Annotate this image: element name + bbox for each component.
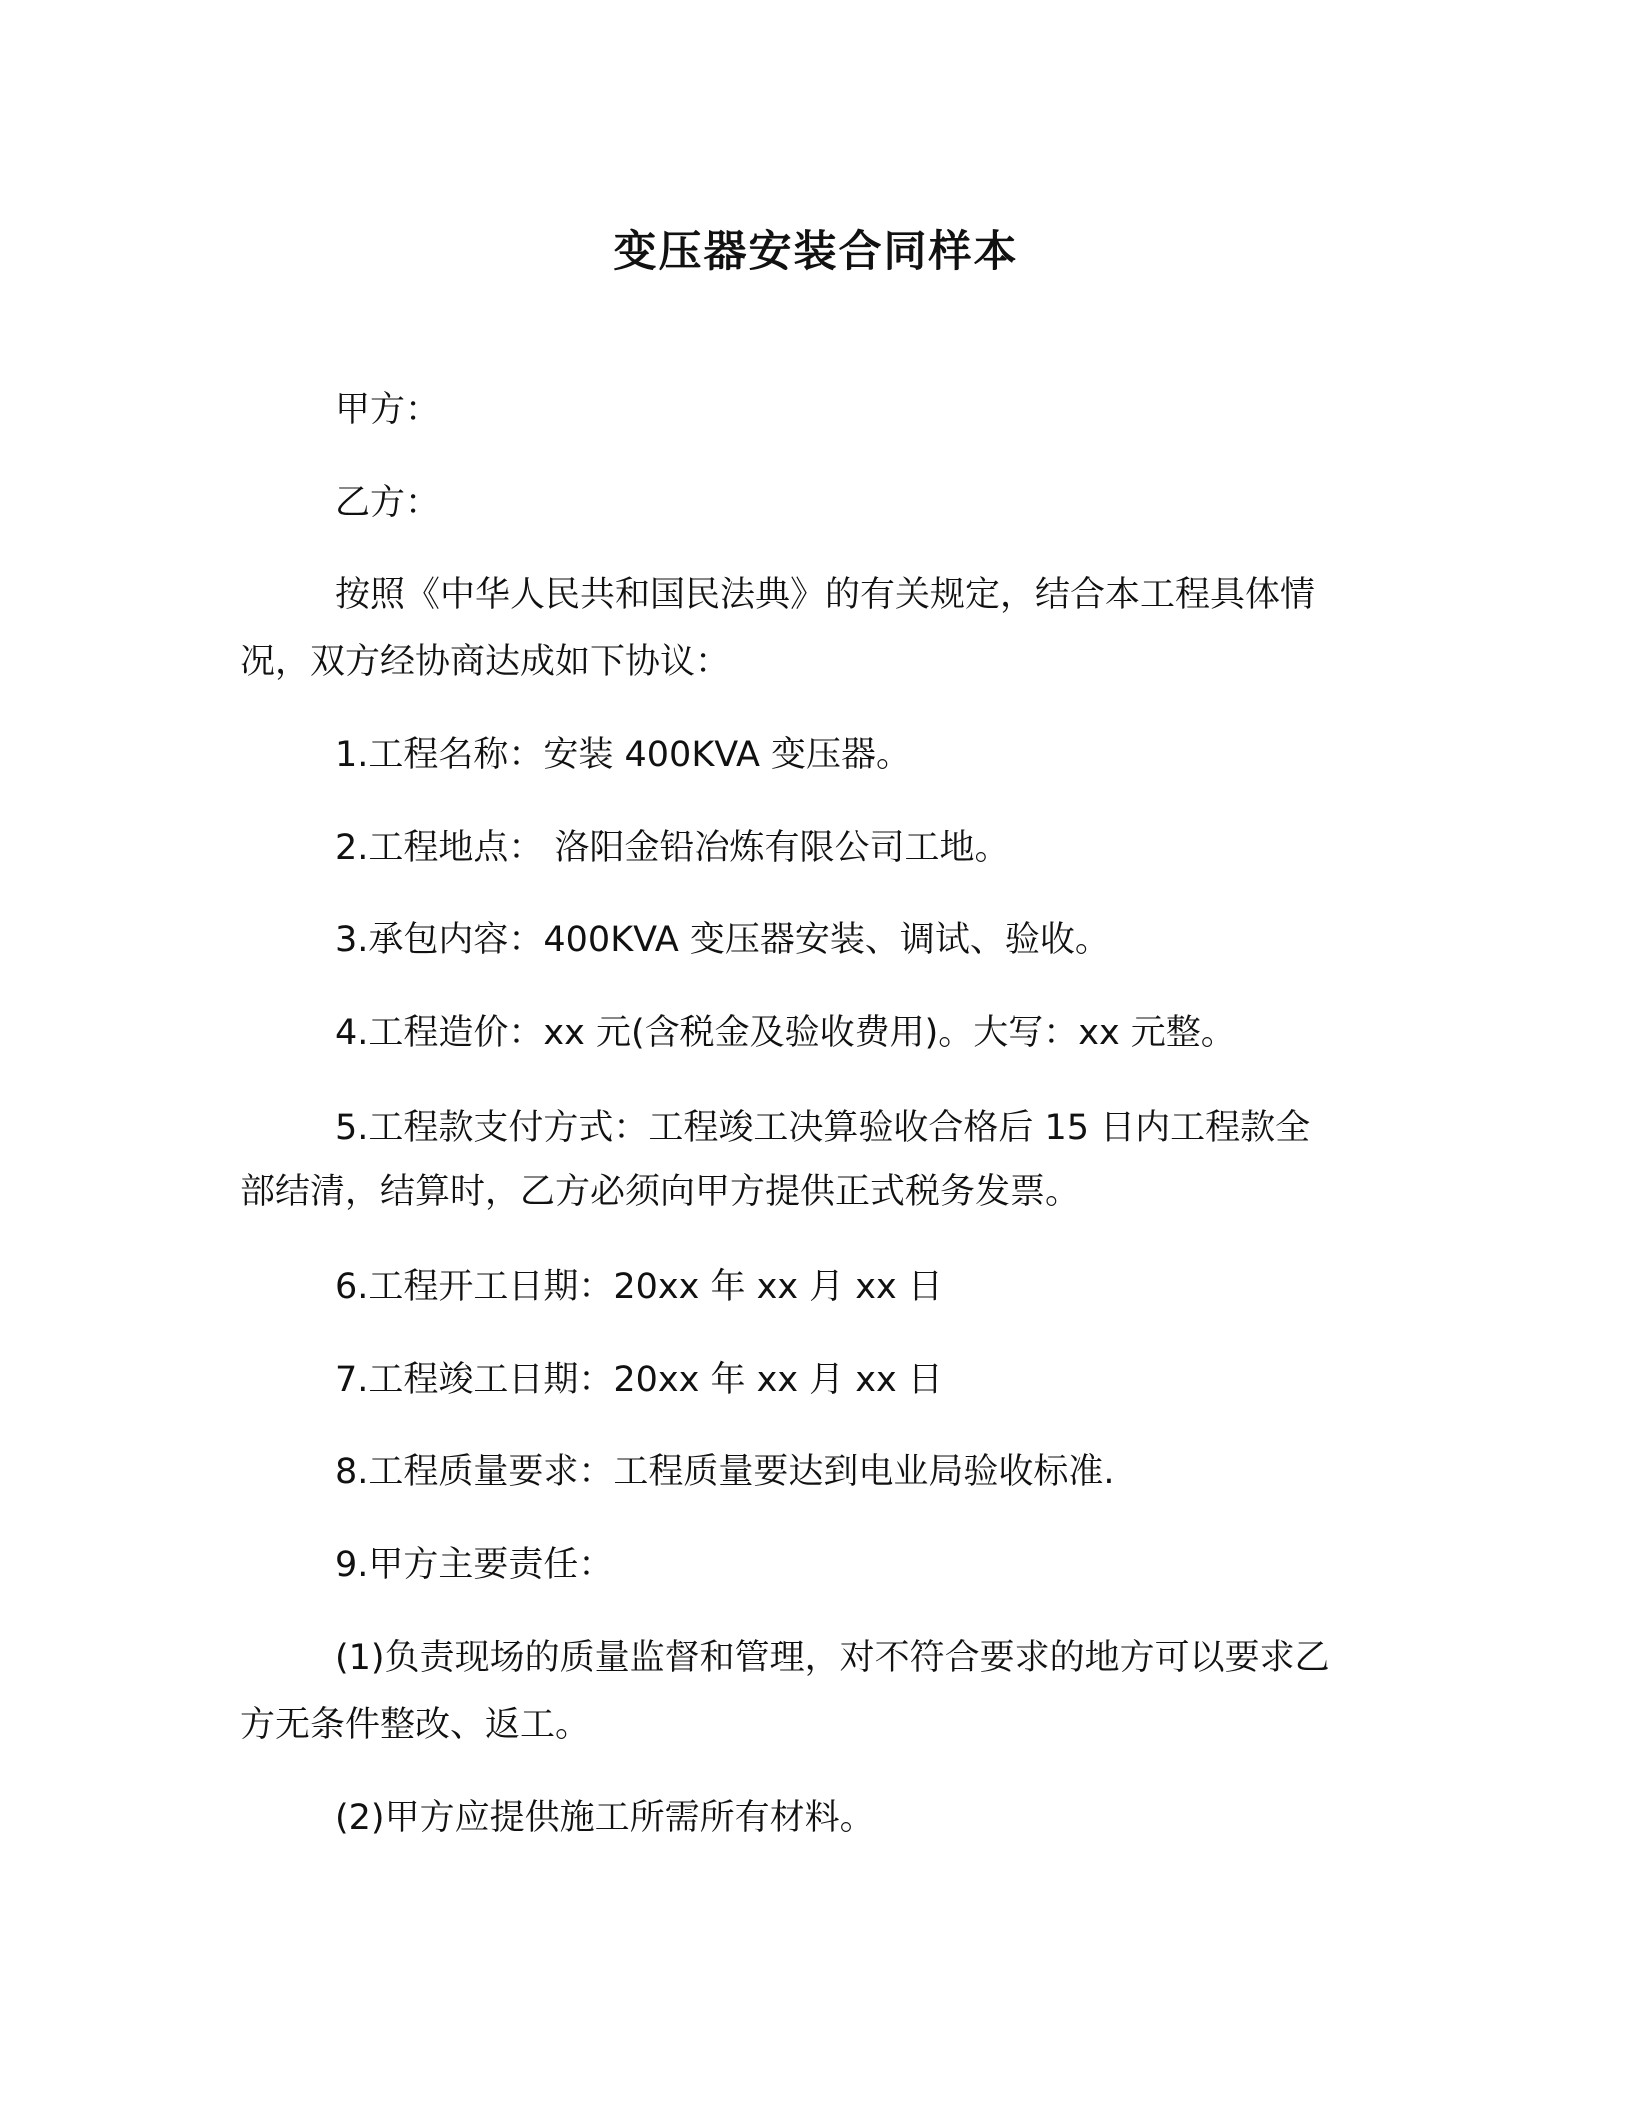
preamble-line-2: 况，双方经协商达成如下协议： xyxy=(240,642,731,682)
party-a-line: 甲方： xyxy=(335,390,441,430)
clause-9-party-a-responsibilities: 9.甲方主要责任： xyxy=(335,1545,614,1585)
responsibility-1-line-2: 方无条件整改、返工。 xyxy=(240,1705,591,1745)
clause-3-contract-scope: 3.承包内容：400KVA 变压器安装、调试、验收。 xyxy=(335,920,1110,960)
clause-5-payment-line-2: 部结清，结算时，乙方必须向甲方提供正式税务发票。 xyxy=(240,1172,1081,1212)
preamble-line-1: 按照《中华人民共和国民法典》的有关规定，结合本工程具体情 xyxy=(335,575,1316,615)
clause-1-project-name: 1.工程名称：安装 400KVA 变压器。 xyxy=(335,735,912,775)
document-title: 变压器安装合同样本 xyxy=(613,227,1019,277)
clause-6-start-date: 6.工程开工日期：20xx 年 xx 月 xx 日 xyxy=(335,1267,943,1307)
party-b-line: 乙方： xyxy=(335,483,441,523)
responsibility-2: (2)甲方应提供施工所需所有材料。 xyxy=(335,1798,875,1838)
clause-7-completion-date: 7.工程竣工日期：20xx 年 xx 月 xx 日 xyxy=(335,1360,943,1400)
clause-5-payment-line-1: 5.工程款支付方式：工程竣工决算验收合格后 15 日内工程款全 xyxy=(335,1108,1311,1148)
clause-2-project-location: 2.工程地点： 洛阳金铅冶炼有限公司工地。 xyxy=(335,828,1010,868)
clause-4-project-cost: 4.工程造价：xx 元(含税金及验收费用)。大写：xx 元整。 xyxy=(335,1013,1236,1053)
responsibility-1-line-1: (1)负责现场的质量监督和管理，对不符合要求的地方可以要求乙 xyxy=(335,1638,1330,1678)
clause-8-quality-requirement: 8.工程质量要求：工程质量要达到电业局验收标准. xyxy=(335,1452,1115,1492)
